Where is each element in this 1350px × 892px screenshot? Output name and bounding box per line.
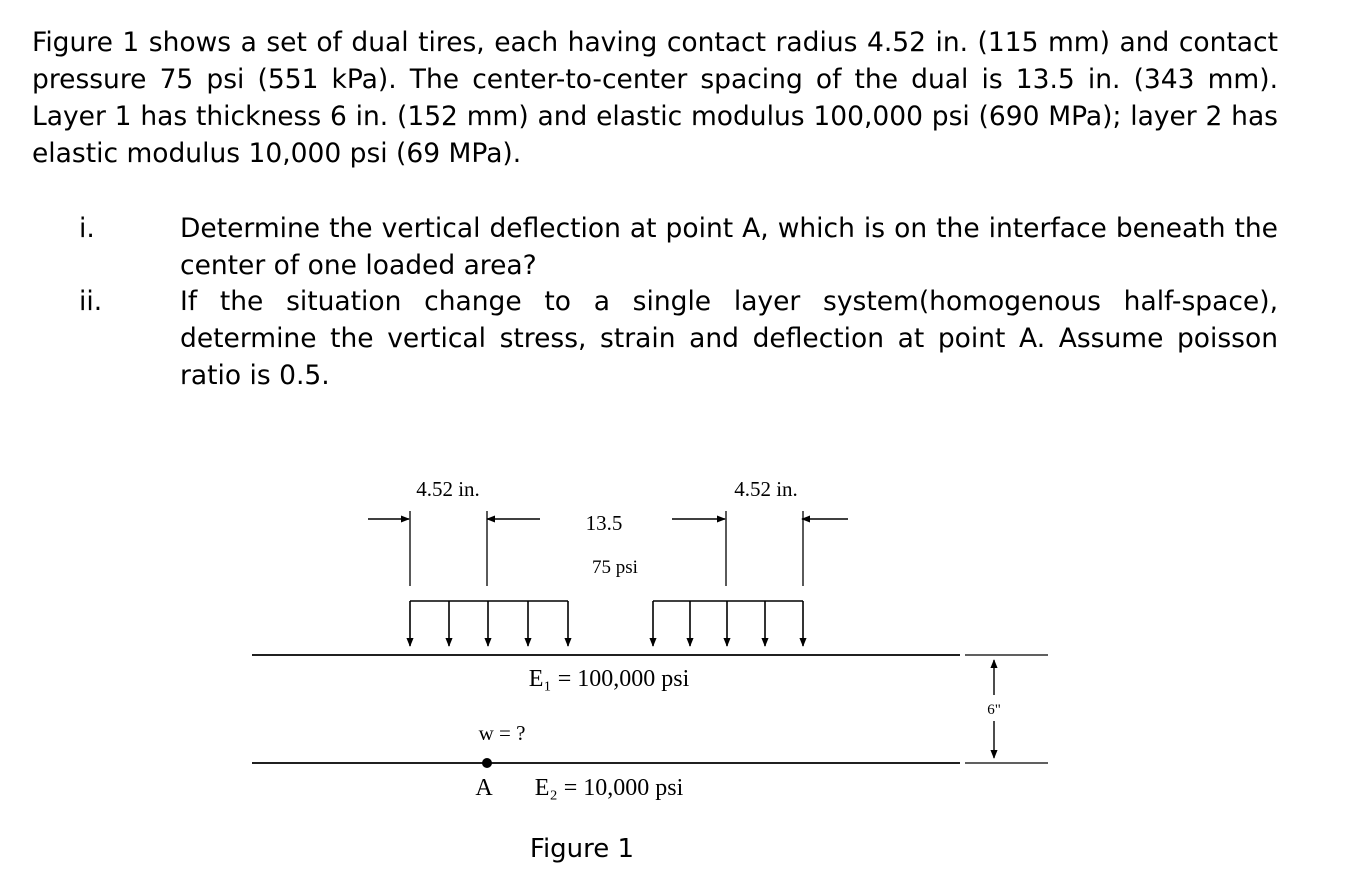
radius-left-label: 4.52 in. [416, 477, 480, 501]
layer1-modulus-label: E₁ = 100,000 psi [528, 666, 690, 692]
radius-right-label: 4.52 in. [734, 477, 798, 501]
figure-caption: Figure 1 [529, 834, 635, 864]
pressure-label: 75 psi [592, 557, 638, 578]
spacing-label: 13.5 [585, 511, 623, 535]
question-text: If the situation change to a single layer system(homogenous half-space), determine the vertical stress, strain and deflection at point A. Assume poisson ratio is 0.5. [180, 286, 1278, 391]
deflection-label: w = ? [478, 721, 526, 745]
thickness-label: 6" [987, 702, 1001, 718]
layer2-modulus-label: E₂ = 10,000 psi [534, 775, 684, 801]
point-a-marker [482, 758, 492, 768]
problem-statement: Figure 1 shows a set of dual tires, each having contact radius 4.52 in. (115 mm) and contact pressure 75 psi (551 kPa). The center-to-center spacing of the dual is 13.5 in. (343 mm). Layer 1 has thickness 6 in. (152 mm) and elastic modulus 100,000 psi (690 MPa); layer 2 has elastic modulus 10,000 psi (69 MPa). [32, 27, 1278, 169]
left-tire-load [410, 601, 568, 646]
question-text: Determine the vertical deflection at point A, which is on the interface beneath the center of one loaded area? [180, 213, 1278, 281]
point-a-label: A [475, 775, 493, 801]
right-tire-load [653, 601, 803, 646]
question-number: ii. [79, 286, 103, 317]
question-number: i. [79, 213, 95, 244]
